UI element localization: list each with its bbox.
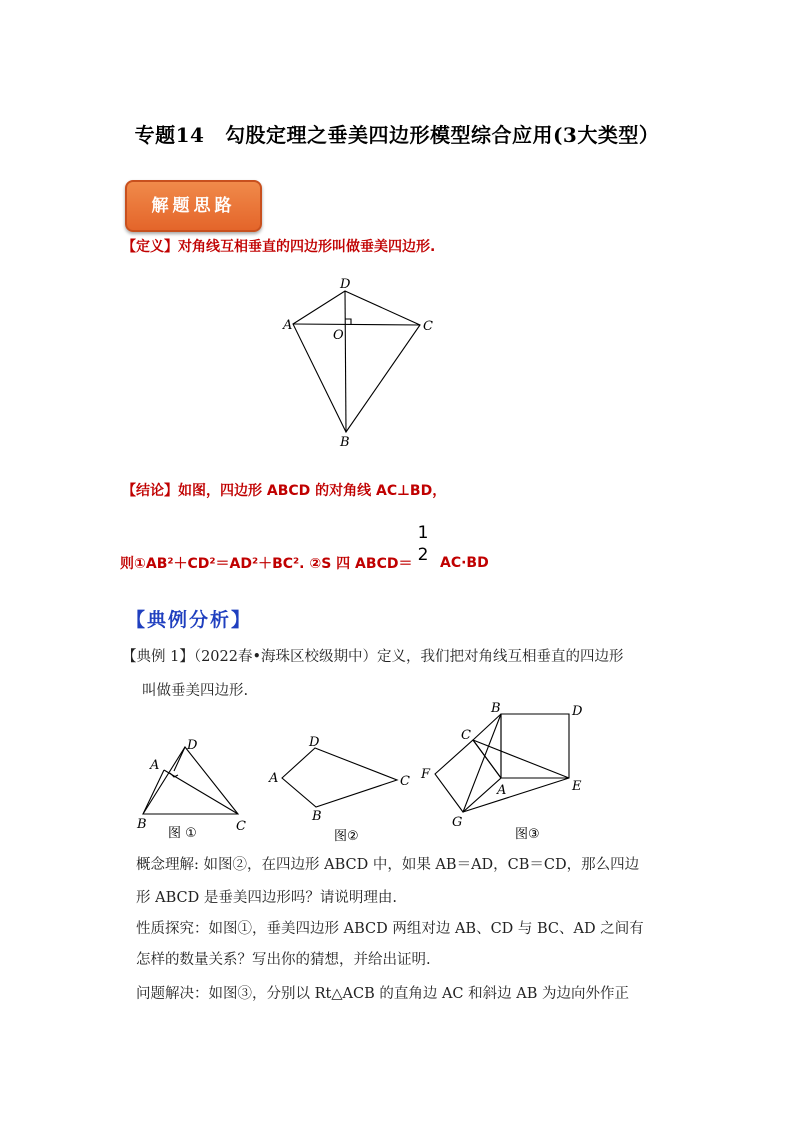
fig2-label-c: C [400,774,410,789]
formula-text: 则①AB²＋CD²＝AD²＋BC². ②S 四 ABCD＝ [120,556,413,572]
page-title: 专题14 勾股定理之垂美四边形模型综合应用(3大类型） [134,123,660,147]
example1-line1: 【典例 1】（2022春•海珠区校级期中）定义，我们把对角线互相垂直的四边形 [122,649,624,665]
fig1-label-b: B [137,817,147,832]
main-label-b: B [340,435,350,450]
fraction-denominator: 2 [417,545,429,565]
main-label-o: O [333,328,344,343]
formula-tail: AC·BD [440,555,489,571]
concept-paragraph-line1: 概念理解: 如图②，在四边形 ABCD 中，如果 AB＝AD，CB＝CD，那么四边 [136,857,640,873]
fig1-label-d: D [187,738,198,753]
figure-3 [415,698,590,846]
fig1-label-c: C [236,819,246,834]
fraction-one-half [415,522,431,566]
fraction-numerator: 1 [417,523,429,543]
property-paragraph-line2: 怎样的数量关系？写出你的猜想，并给出证明. [136,952,431,968]
fig3-label-g: G [452,815,463,830]
property-paragraph-line1: 性质探究：如图①，垂美四边形 ABCD 两组对边 AB、CD 与 BC、AD 之间有 [136,921,644,937]
fig2-label-a: A [269,771,279,786]
fig3-label-d: D [572,704,583,719]
main-label-d: D [340,277,351,292]
fig3-caption: 图③ [515,827,540,842]
fig1-caption: 图 ① [168,826,197,841]
example1-line2: 叫做垂美四边形. [142,683,249,699]
fig2-label-b: B [312,809,322,824]
problem-paragraph-line1: 问题解决：如图③，分别以 Rt△ACB 的直角边 AC 和斜边 AB 为边向外作正 [136,986,629,1002]
section-banner: 解题思路 [125,180,262,232]
fig3-label-a: A [497,783,507,798]
fig3-label-b: B [491,701,501,716]
definition-text: 【定义】对角线互相垂直的四边形叫做垂美四边形. [122,239,436,255]
fig3-label-e: E [572,779,582,794]
main-label-c: C [423,319,433,334]
main-kite-figure [280,272,440,452]
figure-1 [134,735,264,845]
figure-2 [265,735,415,845]
fig2-label-d: D [309,735,320,750]
conclusion-text: 【结论】如图，四边形 ABCD 的对角线 AC⊥BD， [122,483,447,499]
examples-heading: 【典例分析】 [126,609,253,631]
fig3-label-c: C [461,728,471,743]
fig2-caption: 图② [334,829,359,844]
fig1-label-a: A [150,758,160,773]
fig3-label-f: F [421,767,431,782]
main-label-a: A [283,318,293,333]
concept-paragraph-line2: 形 ABCD 是垂美四边形吗？请说明理由. [136,890,397,906]
